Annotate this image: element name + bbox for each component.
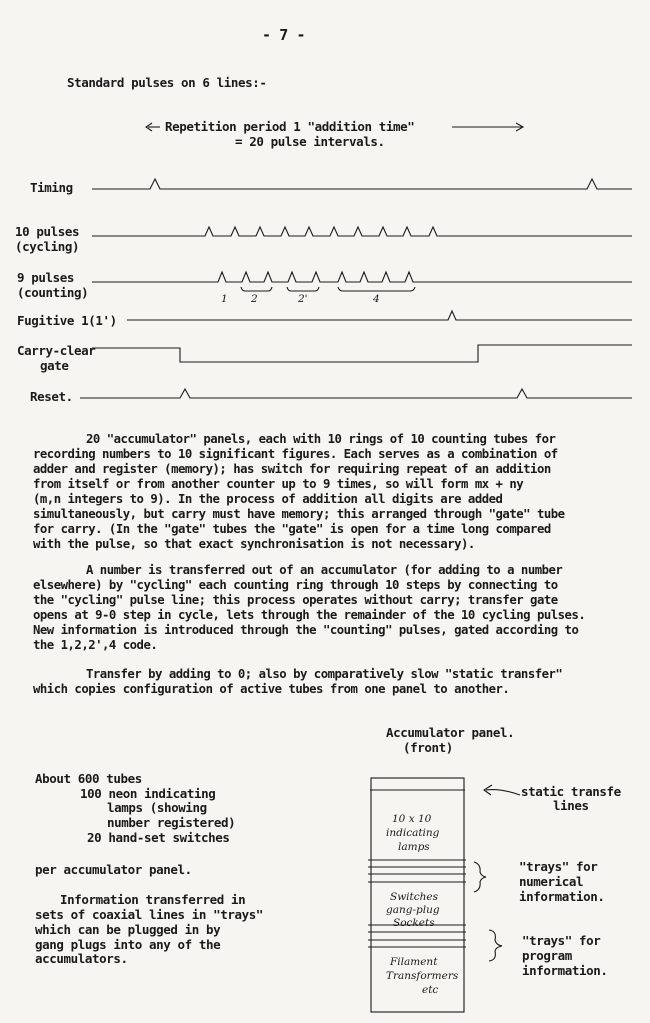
p1-line: recording numbers to 10 significant figures. Each serves as a combination of	[33, 447, 558, 461]
tubes-per-panel: per accumulator panel.	[35, 862, 192, 877]
label-ten-pulses: 10 pulses	[15, 224, 80, 239]
p1-line: simultaneously, but carry must have memory; this arranged through "gate" tube	[33, 507, 565, 521]
paragraph-transfer	[33, 563, 585, 653]
p3-line: which copies configuration of active tubes from one panel to another.	[33, 682, 510, 696]
trays-program-label: information.	[522, 963, 608, 978]
tubes-neon: 100 neon indicating	[80, 786, 216, 801]
trays-numerical-label: "trays" for	[519, 859, 598, 874]
info-line: accumulators.	[35, 951, 128, 966]
tubes-neon: number registered)	[107, 815, 236, 830]
timing-line	[92, 179, 632, 189]
trays-numerical-label: numerical	[519, 874, 584, 889]
box2-line: gang-plug	[386, 904, 440, 916]
p1-line: 20 "accumulator" panels, each with 10 rings of 10 counting tubes for	[86, 432, 556, 446]
carry-clear-line	[92, 345, 632, 362]
box3-line: etc	[422, 984, 439, 996]
label-ten-pulses-sub: (cycling)	[15, 239, 80, 254]
p2-line: New information is introduced through the "counting" pulses, gated according to	[33, 623, 579, 637]
p1-line: adder and register (memory); has switch for requiring repeat of an addition	[33, 462, 551, 476]
info-line: gang plugs into any of the	[35, 937, 221, 952]
box1-line: lamps	[398, 841, 430, 853]
box1-line: 10 x 10	[392, 813, 432, 825]
p2-line: elsewhere) by "cycling" each counting ring through 10 steps by connecting to	[33, 578, 558, 592]
box1-line: indicating	[386, 827, 440, 839]
p1-line: (m,n integers to 9). In the process of addition all digits are added	[33, 492, 503, 506]
tubes-switches: 20 hand-set switches	[87, 830, 230, 845]
group-label-4: 4	[373, 293, 380, 305]
label-nine-pulses-sub: (counting)	[17, 285, 89, 300]
p1-line: with the pulse, so that exact synchronisation is not necessary).	[33, 537, 475, 551]
info-line: sets of coaxial lines in "trays"	[35, 907, 264, 922]
ten-pulse-line	[92, 227, 632, 236]
page-number: - 7 -	[262, 26, 306, 44]
panel-title: Accumulator panel.	[386, 725, 515, 740]
p1-line: from itself or from another counter up to 9 times, so will form mx + ny	[33, 477, 524, 491]
trays-program-label: "trays" for	[522, 933, 601, 948]
tubes-total: About 600 tubes	[35, 771, 142, 786]
box2-line: Switches	[390, 891, 439, 903]
box3-line: Filament	[390, 956, 438, 968]
nine-pulse-line	[92, 272, 632, 282]
label-carry-clear: Carry-clear	[17, 343, 96, 358]
p2-line: the "cycling" pulse line; this process operates without carry; transfer gate	[33, 593, 558, 607]
p1-line: for carry. (In the "gate" tubes the "gate" is open for a time long compared	[33, 522, 551, 536]
panel-subtitle: (front)	[403, 740, 453, 755]
static-transfer-label: lines	[553, 798, 589, 813]
tubes-neon: lamps (showing	[107, 800, 207, 815]
p2-line: the 1,2,2',4 code.	[33, 638, 158, 652]
label-fugitive: Fugitive 1(1')	[17, 313, 117, 328]
trays-program-label: program	[522, 948, 572, 963]
group-label-1: 1	[221, 293, 228, 305]
box3-line: Transformers	[386, 970, 459, 982]
p3-line: Transfer by adding to 0; also by comparatively slow "static transfer"	[86, 667, 563, 681]
info-line: which can be plugged in by	[35, 922, 221, 937]
trays-numerical-label: information.	[519, 889, 605, 904]
paragraph-accumulators	[33, 432, 565, 552]
repetition-line1: Repetition period 1 "addition time"	[165, 119, 415, 134]
heading: Standard pulses on 6 lines:-	[67, 75, 267, 90]
info-line: Information transferred in	[60, 892, 246, 907]
reset-line	[80, 389, 632, 398]
label-nine-pulses: 9 pulses	[17, 270, 75, 285]
p2-line: A number is transferred out of an accumulator (for adding to a number	[86, 563, 563, 577]
label-carry-clear-sub: gate	[40, 358, 69, 373]
fugitive-line	[127, 311, 632, 320]
p2-line: opens at 9-0 step in cycle, lets through the remainder of the 10 cycling pulses.	[33, 608, 586, 622]
repetition-line2: = 20 pulse intervals.	[235, 134, 385, 149]
paragraph-static-transfer	[33, 667, 562, 697]
group-label-2prime: 2'	[298, 293, 308, 305]
box2-line: Sockets	[393, 917, 435, 929]
group-label-2: 2	[251, 293, 258, 305]
label-reset: Reset.	[30, 389, 73, 404]
label-timing: Timing	[30, 180, 73, 195]
static-transfer-label: static transfe	[521, 784, 621, 799]
